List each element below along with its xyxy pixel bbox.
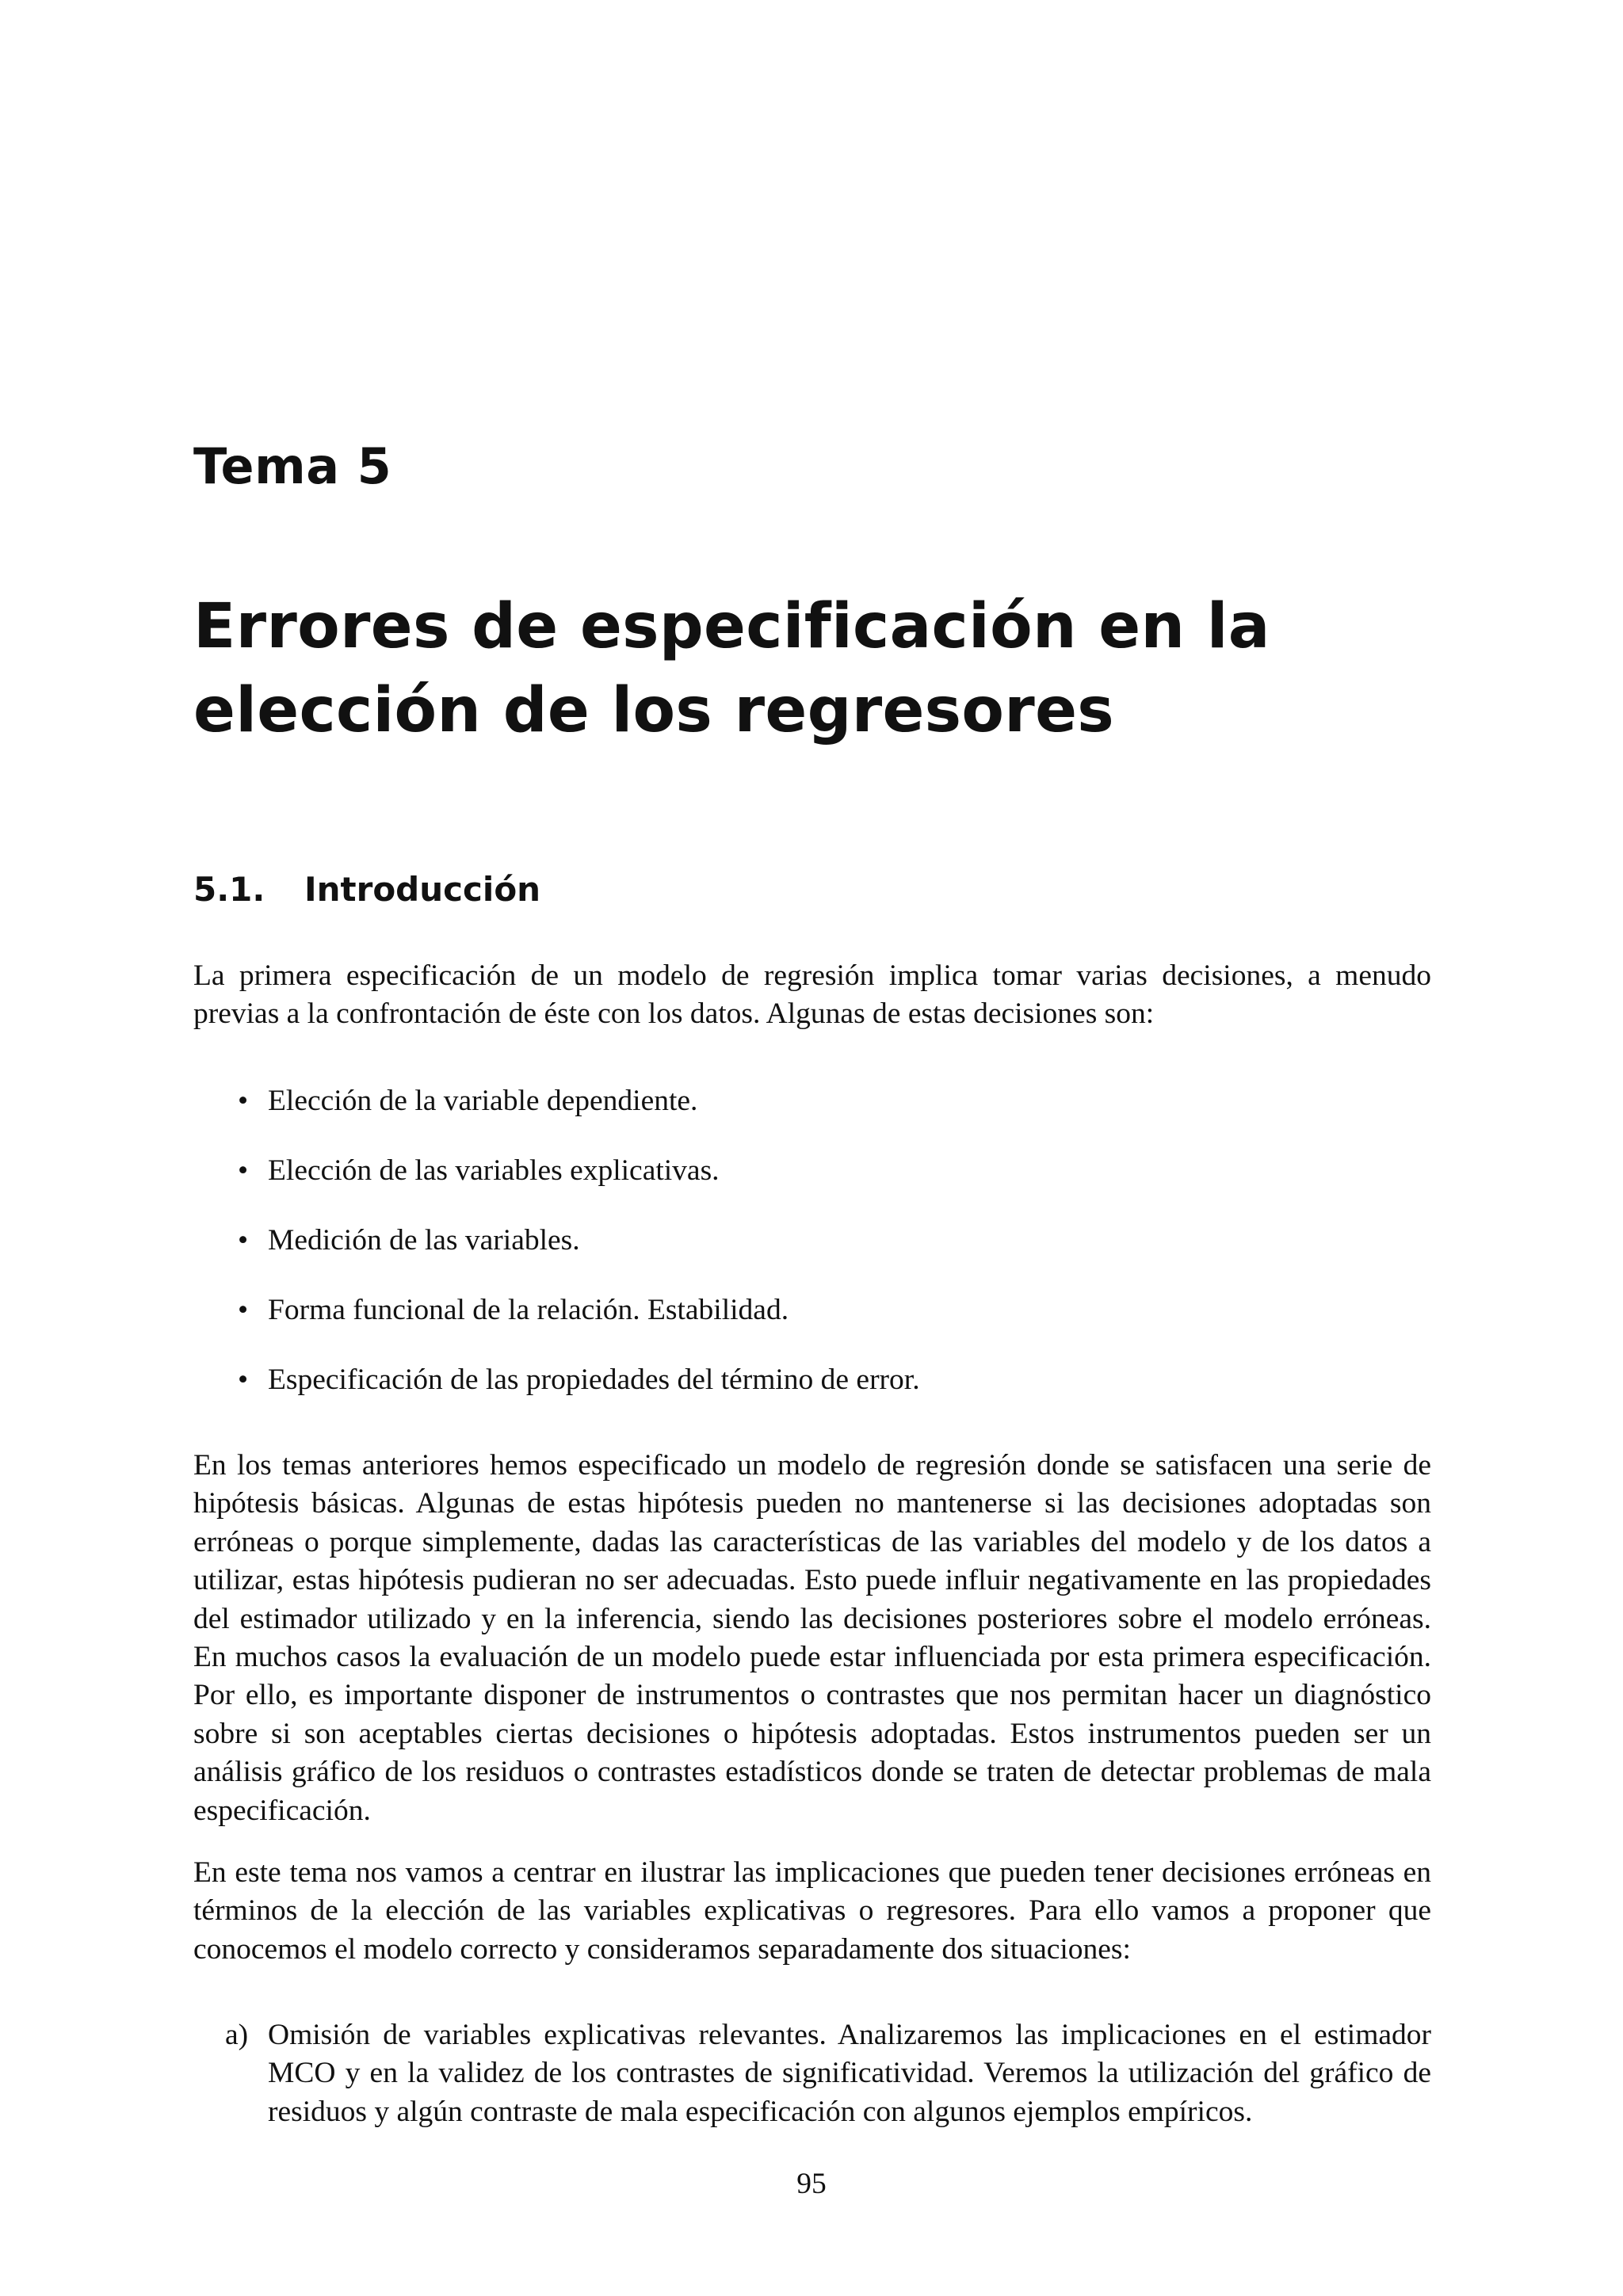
decisions-list bbox=[193, 1082, 1431, 1431]
list-item bbox=[193, 1361, 1431, 1431]
list-item bbox=[193, 1152, 1431, 1222]
list-item bbox=[193, 1222, 1431, 1291]
body-paragraph: En los temas anteriores hemos especificado un modelo de regresión donde se satisfacen una serie de hipótesis básicas. Algunas de estas hipótesis pueden no mantenerse si las decisiones adoptadas son erróneas o porque simplemente, dadas las características de las variables del modelo y de los datos a utilizar, estas hipótesis pudieran no ser adecuadas. Esto puede influir negativamente en las propiedades del estimador utilizado y en la inferencia, siendo las decisiones posteriores sobre el modelo erróneas. En muchos casos la evaluación de un modelo puede estar influenciada por esta primera especificación. Por ello, es importante disponer de instrumentos o contrastes que nos permitan hacer un diagnóstico sobre si son aceptables ciertas decisiones o hipótesis adoptadas. Estos instrumentos pueden ser un análisis gráfico de los residuos o contrastes estadísticos donde se traten de detectar problemas de mala especificación. bbox=[193, 1449, 1431, 1827]
enum-item-text: Omisión de variables explicativas relevantes. Analizaremos las implicaciones en el estimador MCO y en la validez de los contrastes de significatividad. Veremos la utilización del gráfico de residuos y algún contraste de mala especificación con algunos ejemplos empíricos. bbox=[268, 2019, 1431, 2128]
bullet-icon: • bbox=[238, 1085, 249, 1117]
list-item-text: Medición de las variables. bbox=[268, 1224, 580, 1257]
list-item-text: Elección de la variable dependiente. bbox=[268, 1085, 698, 1117]
enum-marker: a) bbox=[225, 2019, 249, 2051]
chapter-label: Tema 5 bbox=[193, 437, 392, 495]
enum-item bbox=[193, 2016, 1431, 2131]
intro-paragraph: La primera especificación de un modelo de regresión implica tomar varias decisiones, a menudo previas a la confrontación de éste con los datos. Algunas de estas decisiones son: bbox=[193, 959, 1431, 1031]
bullet-icon: • bbox=[238, 1294, 249, 1326]
list-item-text: Forma funcional de la relación. Estabilidad. bbox=[268, 1294, 789, 1326]
body-paragraph: En este tema nos vamos a centrar en ilustrar las implicaciones que pueden tener decisiones erróneas en términos de la elección de las variables explicativas o regresores. Para ello vamos a proponer que conocemos el modelo correcto y consideramos separadamente dos situaciones: bbox=[193, 1856, 1431, 1966]
list-item-text: Elección de las variables explicativas. bbox=[268, 1154, 720, 1187]
page-number: 95 bbox=[796, 2168, 827, 2200]
section-number: 5.1. bbox=[193, 870, 265, 909]
bullet-icon: • bbox=[238, 1154, 249, 1187]
section-title: Introducción bbox=[304, 870, 541, 909]
bullet-icon: • bbox=[238, 1363, 249, 1396]
list-item bbox=[193, 1082, 1431, 1152]
chapter-title: Errores de especificación en la elección de los regresores bbox=[193, 591, 1270, 746]
list-item bbox=[193, 1291, 1431, 1361]
situations-list bbox=[193, 2016, 1431, 2131]
section-heading bbox=[193, 870, 540, 910]
bullet-icon: • bbox=[238, 1224, 249, 1257]
list-item-text: Especificación de las propiedades del término de error. bbox=[268, 1363, 920, 1396]
